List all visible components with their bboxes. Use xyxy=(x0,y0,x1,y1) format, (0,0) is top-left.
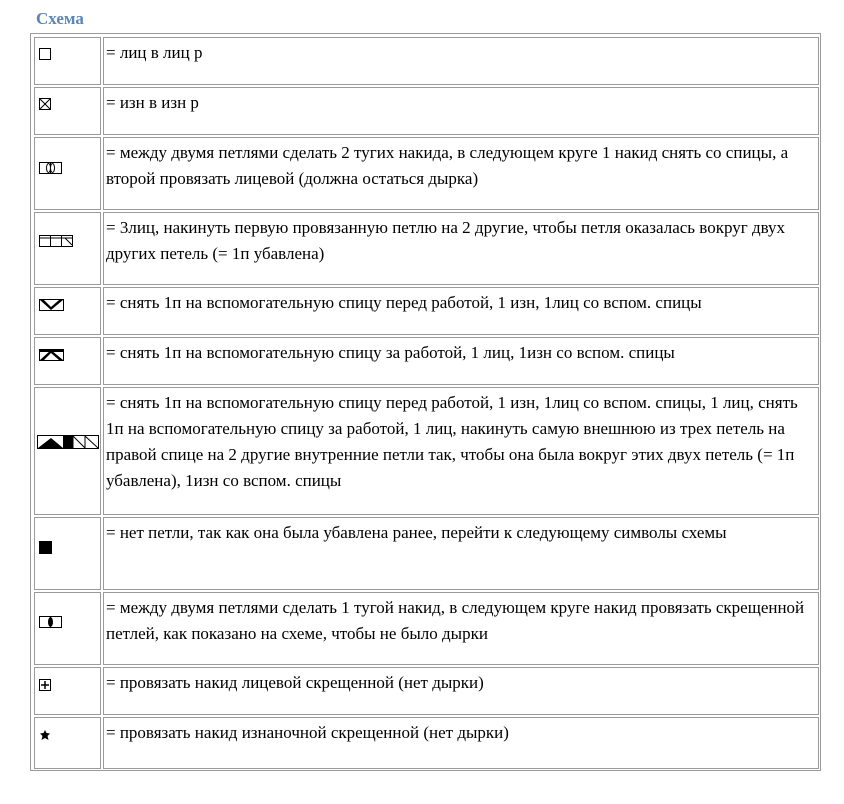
legend-symbol-cell xyxy=(34,87,101,135)
legend-description: = нет петли, так как она была убавлена ранее, перейти к следующему символы схемы xyxy=(103,517,819,590)
legend-symbol-cell xyxy=(34,212,101,285)
legend-description: = 3лиц, накинуть первую провязанную петлю на 2 другие, чтобы петля оказалась вокруг двух других петель (= 1п убавлена) xyxy=(103,212,819,285)
section-heading: Схема xyxy=(36,9,84,28)
cable-left-icon xyxy=(39,349,65,361)
empty-square-icon xyxy=(39,48,51,60)
legend-description: = снять 1п на вспомогательную спицу перед работой, 1 изн, 1лиц со вспом. спицы, 1 лиц, снять 1п на вспомогательную спицу за работой, 1 лиц, накинуть самую внешнюю из трех петель на правой спице на 2 другие внутренние петли так, чтобы она была вокруг этих двух петель (= 1п убавлена), 1изн со вспом. спицы xyxy=(103,387,819,515)
legend-symbol-cell xyxy=(34,717,101,769)
legend-symbol-cell xyxy=(34,592,101,665)
legend-description: = лиц в лиц р xyxy=(103,37,819,85)
legend-description: = снять 1п на вспомогательную спицу перед работой, 1 изн, 1лиц со вспом. спицы xyxy=(103,287,819,335)
legend-description: = снять 1п на вспомогательную спицу за работой, 1 лиц, 1изн со вспом. спицы xyxy=(103,337,819,385)
legend-description: = провязать накид изнаночной скрещенной (нет дырки) xyxy=(103,717,819,769)
legend-symbol-cell xyxy=(34,137,101,210)
crossed-square-icon xyxy=(39,98,51,110)
legend-symbol-cell xyxy=(34,517,101,590)
double-yarn-over-icon xyxy=(39,162,63,174)
legend-symbol-cell xyxy=(34,287,101,335)
knit-twisted-yarn-over-icon xyxy=(39,679,51,691)
legend-symbol-cell xyxy=(34,337,101,385)
cable-right-icon xyxy=(39,299,65,311)
purl-twisted-yarn-over-icon xyxy=(39,729,51,741)
legend-symbol-cell xyxy=(34,37,101,85)
legend-description: = провязать накид лицевой скрещенной (нет дырки) xyxy=(103,667,819,715)
legend-symbol-cell xyxy=(34,387,101,515)
pass-over-three-icon xyxy=(39,235,75,247)
legend-symbol-cell xyxy=(34,667,101,715)
no-stitch-icon xyxy=(39,541,53,554)
legend-description: = между двумя петлями сделать 1 тугой накид, в следующем круге накид провязать скрещенной петлей, как показано на схеме, чтобы не было дырки xyxy=(103,592,819,665)
legend-description: = между двумя петлями сделать 2 тугих накида, в следующем круге 1 накид снять со спицы, а второй провязать лицевой (должна остаться дырка) xyxy=(103,137,819,210)
legend-description: = изн в изн р xyxy=(103,87,819,135)
legend-table xyxy=(30,33,821,771)
single-yarn-over-icon xyxy=(39,616,63,628)
complex-cable-icon xyxy=(37,435,99,449)
